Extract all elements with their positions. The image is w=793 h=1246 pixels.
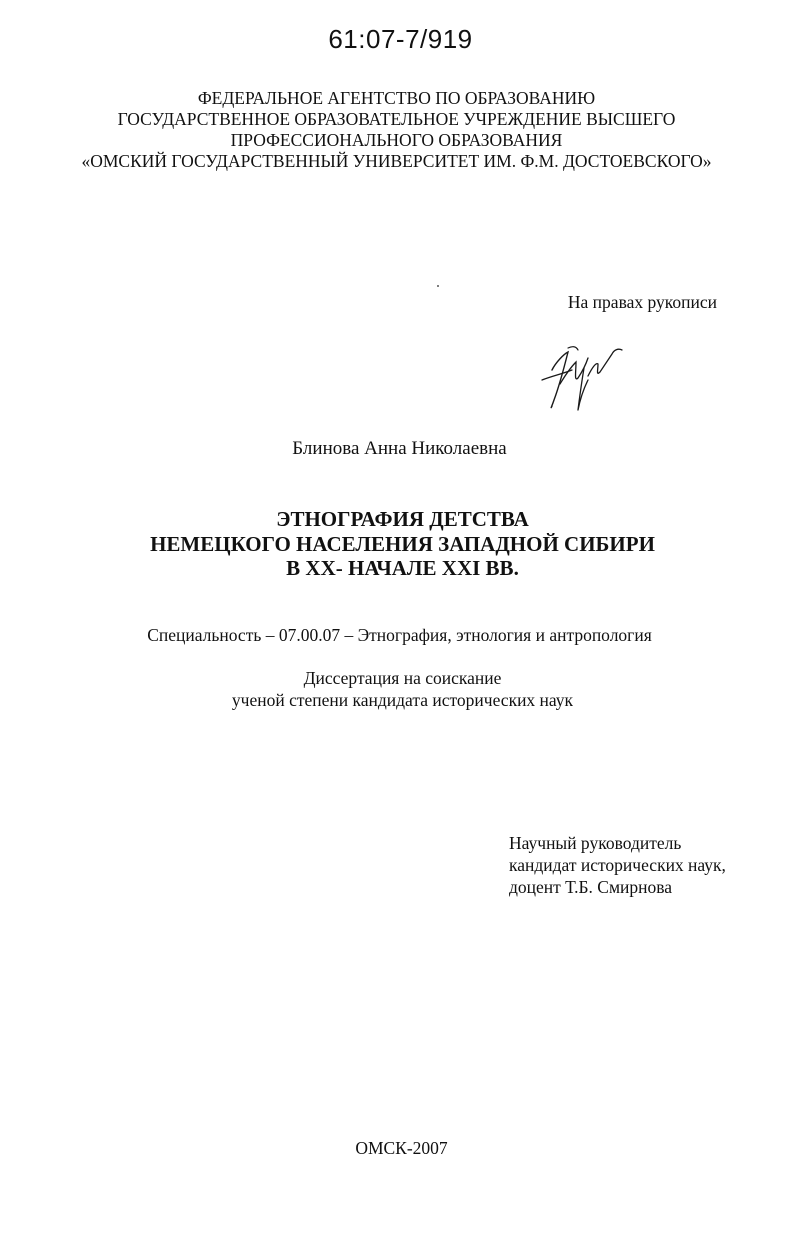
institution-line: ФЕДЕРАЛЬНОЕ АГЕНТСТВО ПО ОБРАЗОВАНИЮ <box>197 88 596 108</box>
supervisor-line: Научный руководитель <box>509 833 682 853</box>
title-line: В XX- НАЧАЛЕ XXI ВВ. <box>286 556 519 580</box>
supervisor-block <box>509 832 726 898</box>
institution-header <box>0 88 793 172</box>
city-year: ОМСК-2007 <box>355 1138 448 1158</box>
institution-line: «ОМСКИЙ ГОСУДАРСТВЕННЫЙ УНИВЕРСИТЕТ ИМ. Ф.М. ДОСТОЕВСКОГО» <box>81 151 712 171</box>
supervisor-line: доцент Т.Б. Смирнова <box>509 877 673 897</box>
degree-line: Диссертация на соискание <box>303 668 502 688</box>
institution-line: ГОСУДАРСТВЕННОЕ ОБРАЗОВАТЕЛЬНОЕ УЧРЕЖДЕНИЕ ВЫСШЕГО <box>117 109 676 129</box>
title-line: НЕМЕЦКОГО НАСЕЛЕНИЯ ЗАПАДНОЙ СИБИРИ <box>150 531 655 556</box>
handwritten-signature-icon <box>538 340 626 412</box>
catalog-number: 61:07-7/919 <box>328 24 473 54</box>
institution-line: ПРОФЕССИОНАЛЬНОГО ОБРАЗОВАНИЯ <box>230 130 563 150</box>
dissertation-degree <box>0 667 793 711</box>
rights-note: На правах рукописи <box>567 292 717 312</box>
specialty-line: Специальность – 07.00.07 – Этнография, этнология и антропология <box>147 625 652 645</box>
title-line: ЭТНОГРАФИЯ ДЕТСТВА <box>276 507 529 531</box>
degree-line: ученой степени кандидата исторических наук <box>231 690 574 710</box>
dissertation-title <box>0 507 793 581</box>
supervisor-line: кандидат исторических наук, <box>509 855 726 875</box>
author-name: Блинова Анна Николаевна <box>292 438 507 459</box>
scan-speck <box>437 285 439 287</box>
